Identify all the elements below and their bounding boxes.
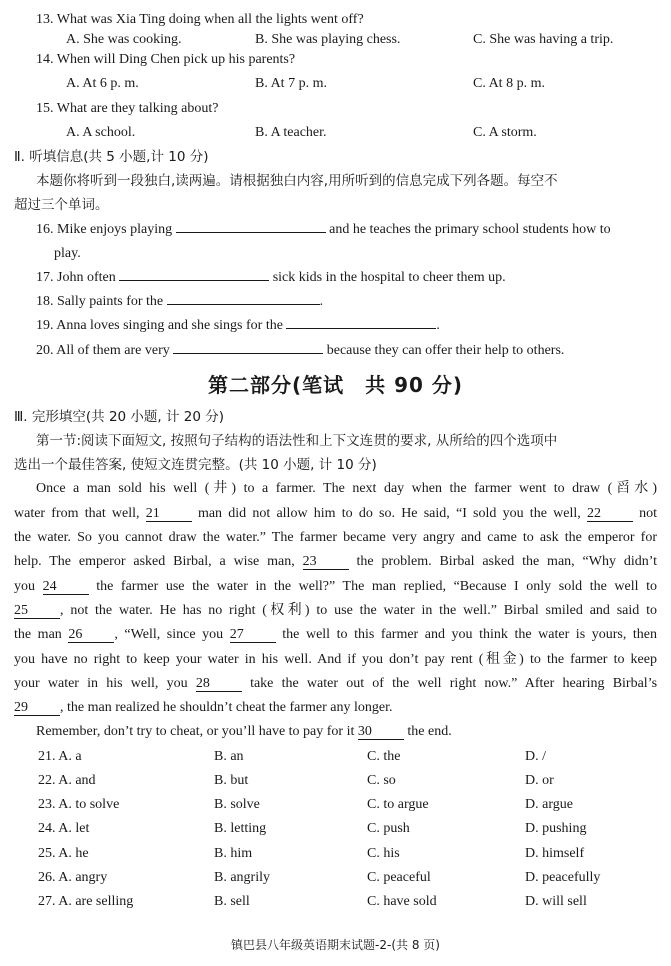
section-2-instructions-cont: 超过三个单词。 [14,197,109,214]
cloze-blank-24[interactable]: 24 [43,579,89,595]
choice-row-25 [14,842,657,866]
question-stem: 15. What are they talking about? [36,100,219,116]
question-text: 17. John often [36,270,116,286]
cloze-passage [14,477,657,744]
option-c: C. At 8 p. m. [473,76,545,92]
choice-a[interactable]: 25. A. he [38,845,89,861]
section-3-heading: Ⅲ. 完形填空(共 20 小题, 计 20 分) [14,408,225,425]
choice-row-22 [14,769,657,793]
question-text: 20. All of them are very [36,342,170,358]
option-b: B. At 7 p. m. [255,76,327,92]
option-row [14,72,657,96]
passage-text: you [14,578,35,594]
passage-text: , the man realized he shouldn’t cheat the farmer any longer. [60,700,393,716]
passage-line: the water. So you cannot draw the water.” The farmer became very angry and came to ask the emperor for [14,530,657,546]
passage-line [14,599,657,623]
cloze-blank-28[interactable]: 28 [196,676,242,692]
question-15 [14,97,657,145]
choice-row-23 [14,793,657,817]
passage-text: take the water out of the well right now.” After hearing Birbal’s [250,675,658,691]
page-footer: 镇巴县八年级英语期末试题-2-(共 8 页) [231,938,440,952]
choice-c[interactable]: C. the [367,748,401,764]
passage-line [14,623,657,647]
choice-c[interactable]: C. his [367,845,400,861]
choice-a[interactable]: 24. A. let [38,821,90,837]
answer-blank-17[interactable] [119,266,269,281]
question-text: 16. Mike enjoys playing [36,221,173,237]
question-text: because they can offer their help to others. [326,342,565,358]
question-16 [14,218,657,242]
question-19 [14,314,657,338]
part-title: 第二部分(笔试 共 90 分) [207,372,464,397]
passage-text: the well to this farmer and you think the water is yours, then [282,627,658,643]
section-3-instructions: 第一节:阅读下面短文, 按照句子结构的语法性和上下文连贯的要求, 从所给的四个选项中 [36,433,558,450]
choice-d[interactable]: D. / [525,748,546,764]
passage-text: man did not allow him to do so. He said, “I sold you the well, [197,505,581,521]
section-2-heading: Ⅱ. 听填信息(共 5 小题,计 10 分) [14,149,209,166]
question-stem: 13. What was Xia Ting doing when all the lights went off? [36,12,364,27]
question-16-cont: play. [54,245,81,261]
question-13 [14,8,657,48]
choice-a[interactable]: 22. A. and [38,772,96,788]
question-stem: 14. When will Ding Chen pick up his parents? [36,52,296,68]
answer-blank-19[interactable] [286,314,436,329]
choice-d[interactable]: D. will sell [525,893,587,909]
question-text: and he teaches the primary school students how to [329,221,611,237]
passage-text: the man [14,627,62,643]
question-18 [14,290,657,314]
choices-list [14,745,657,914]
section-2-instructions: 本题你将听到一段独白,读两遍。请根据独白内容,用所听到的信息完成下列各题。每空不 [36,173,558,190]
passage-text: your water in his well, you [14,675,188,691]
option-c: C. She was having a trip. [473,32,614,48]
passage-line [14,550,657,574]
choice-d[interactable]: D. himself [525,845,585,861]
question-20 [14,339,657,363]
cloze-blank-22[interactable]: 22 [587,506,633,522]
passage-text: help. The emperor asked Birbal, a wise man, [14,554,295,570]
passage-line: you have no right to keep your water in his well. And if you don’t pay rent (租金) to the farmer to keep [14,651,657,667]
cloze-blank-23[interactable]: 23 [303,554,349,570]
section-3-instructions-cont: 选出一个最佳答案, 使短文连贯完整。(共 10 小题, 计 10 分) [14,457,377,474]
choice-d[interactable]: D. argue [525,797,573,813]
passage-text: the end. [407,724,452,740]
passage-line [14,720,657,744]
question-text: sick kids in the hospital to cheer them up. [272,270,506,286]
cloze-blank-21[interactable]: 21 [146,506,192,522]
question-text: 19. Anna loves singing and she sings for the [36,318,283,334]
choice-a[interactable]: 23. A. to solve [38,797,120,813]
choice-a[interactable]: 21. A. a [38,748,82,764]
choice-d[interactable]: D. or [525,772,554,788]
choice-b[interactable]: B. an [214,748,244,764]
option-a: A. At 6 p. m. [66,76,139,92]
passage-text: water from that well, [14,505,140,521]
option-a: A. She was cooking. [66,32,182,48]
cloze-blank-29[interactable]: 29 [14,700,60,716]
choice-c[interactable]: C. have sold [367,893,437,909]
passage-text: , not the water. He has no right (权利) to use the water in the well.” Birbal smiled and said to [60,602,657,618]
answer-blank-16[interactable] [176,218,326,233]
choice-c[interactable]: C. peaceful [367,869,431,885]
choice-c[interactable]: C. push [367,821,410,837]
option-b: B. She was playing chess. [255,32,401,48]
choice-b[interactable]: B. but [214,772,249,788]
option-c: C. A storm. [473,124,537,140]
passage-line [14,672,657,696]
choice-d[interactable]: D. peacefully [525,869,601,885]
choice-b[interactable]: B. him [214,845,253,861]
passage-text: the problem. Birbal asked the man, “Why didn’t [356,554,658,570]
choice-b[interactable]: B. letting [214,821,267,837]
choice-d[interactable]: D. pushing [525,821,587,837]
question-14 [14,48,657,96]
question-17 [14,266,657,290]
answer-blank-20[interactable] [173,339,323,354]
passage-line [14,502,657,526]
choice-b[interactable]: B. solve [214,797,260,813]
passage-line [14,696,657,720]
passage-text: not [639,505,658,521]
cloze-blank-25[interactable]: 25 [14,603,60,619]
cloze-blank-27[interactable]: 27 [230,627,276,643]
choice-row-27 [14,890,657,914]
choice-row-24 [14,817,657,841]
question-text: . [319,294,324,310]
choice-c[interactable]: C. to argue [367,797,429,813]
cloze-blank-30[interactable]: 30 [358,724,404,740]
question-text: 18. Sally paints for the [36,294,164,310]
option-row [14,121,657,145]
choice-b[interactable]: B. sell [214,893,250,909]
choice-a[interactable]: 26. A. angry [38,869,108,885]
passage-line [14,575,657,599]
option-row [14,32,657,48]
passage-text: the farmer use the water in the well?” The man replied, “Because I only sold the well to [96,578,658,594]
choice-b[interactable]: B. angrily [214,869,270,885]
passage-line: Once a man sold his well (井) to a farmer. The next day when the farmer went to draw (舀水) [36,481,657,497]
choice-a[interactable]: 27. A. are selling [38,893,134,909]
option-b: B. A teacher. [255,124,327,140]
option-a: A. A school. [66,124,136,140]
choice-row-21 [14,745,657,769]
choice-c[interactable]: C. so [367,772,396,788]
answer-blank-18[interactable] [167,290,320,305]
cloze-blank-26[interactable]: 26 [68,627,114,643]
choice-row-26 [14,866,657,890]
question-text: . [436,318,440,334]
passage-text: Remember, don’t try to cheat, or you’ll have to pay for it [36,724,355,740]
passage-text: , “Well, since you [114,627,224,643]
